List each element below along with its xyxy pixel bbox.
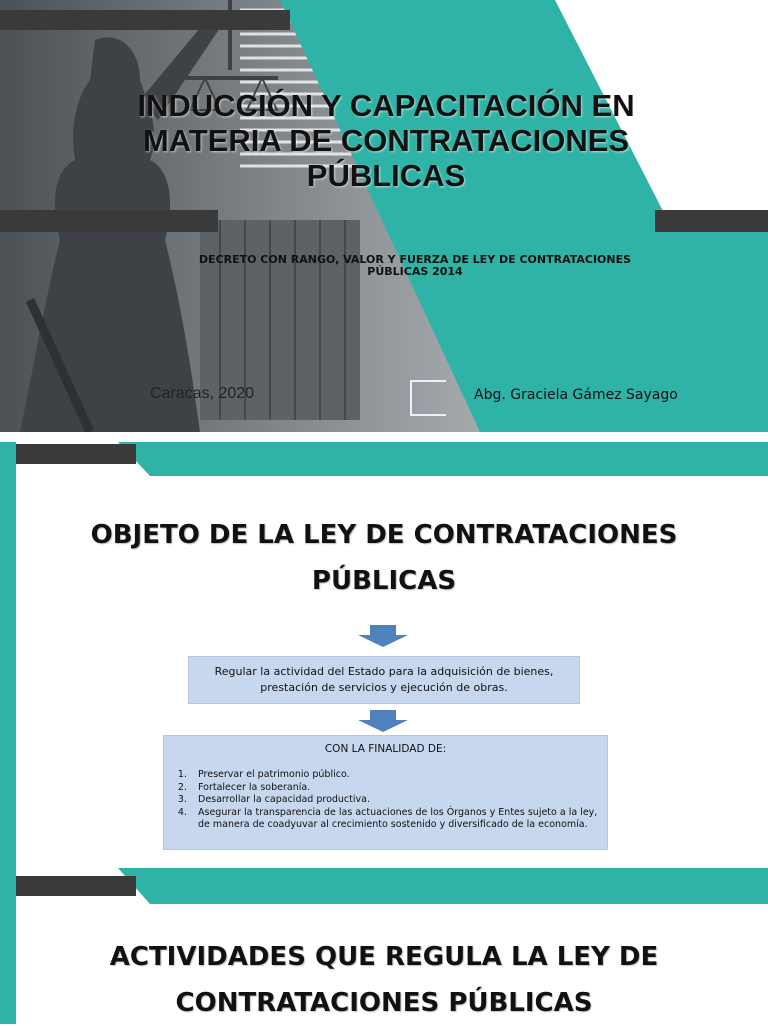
purpose-box — [163, 735, 608, 850]
slide3-title: ACTIVIDADES QUE REGULA LA LEY DE CONTRATACIONES PÚBLICAS — [109, 942, 659, 1018]
presentation-title: INDUCCIÓN Y CAPACITACIÓN EN MATERIA DE CONTRATACIONES PÚBLICAS — [137, 88, 635, 193]
place-date: Caracas, 2020 — [150, 385, 255, 402]
purpose-heading: CON LA FINALIDAD DE: — [324, 743, 447, 755]
object-box: Regular la actividad del Estado para la adquisición de bienes, prestación de servicios y ejecución de obras. — [188, 656, 580, 704]
purpose-list — [164, 769, 607, 832]
slide2-title: OBJETO DE LA LEY DE CONTRATACIONES PÚBLICAS — [90, 520, 678, 596]
down-arrow-icon — [358, 625, 408, 647]
decorative-frame — [410, 380, 446, 416]
author-name: Abg. Graciela Gámez Sayago — [474, 387, 678, 403]
down-arrow-icon — [358, 710, 408, 732]
title-slide — [0, 0, 768, 432]
list-item: 2. Fortalecer la soberanía. — [190, 782, 607, 795]
lady-justice-photo — [0, 0, 768, 432]
list-item: 1. Preservar el patrimonio público. — [190, 769, 607, 782]
presentation-subtitle: DECRETO CON RANGO, VALOR Y FUERZA DE LEY DE CONTRATACIONES PÚBLICAS 2014 — [198, 253, 632, 278]
list-item: 3. Desarrollar la capacidad productiva. — [190, 794, 607, 807]
list-item: 4. Asegurar la transparencia de las actuaciones de los Órganos y Entes sujeto a la ley, de manera de coadyuvar al crecimiento sostenido y diversificado de la economía. — [190, 807, 607, 832]
